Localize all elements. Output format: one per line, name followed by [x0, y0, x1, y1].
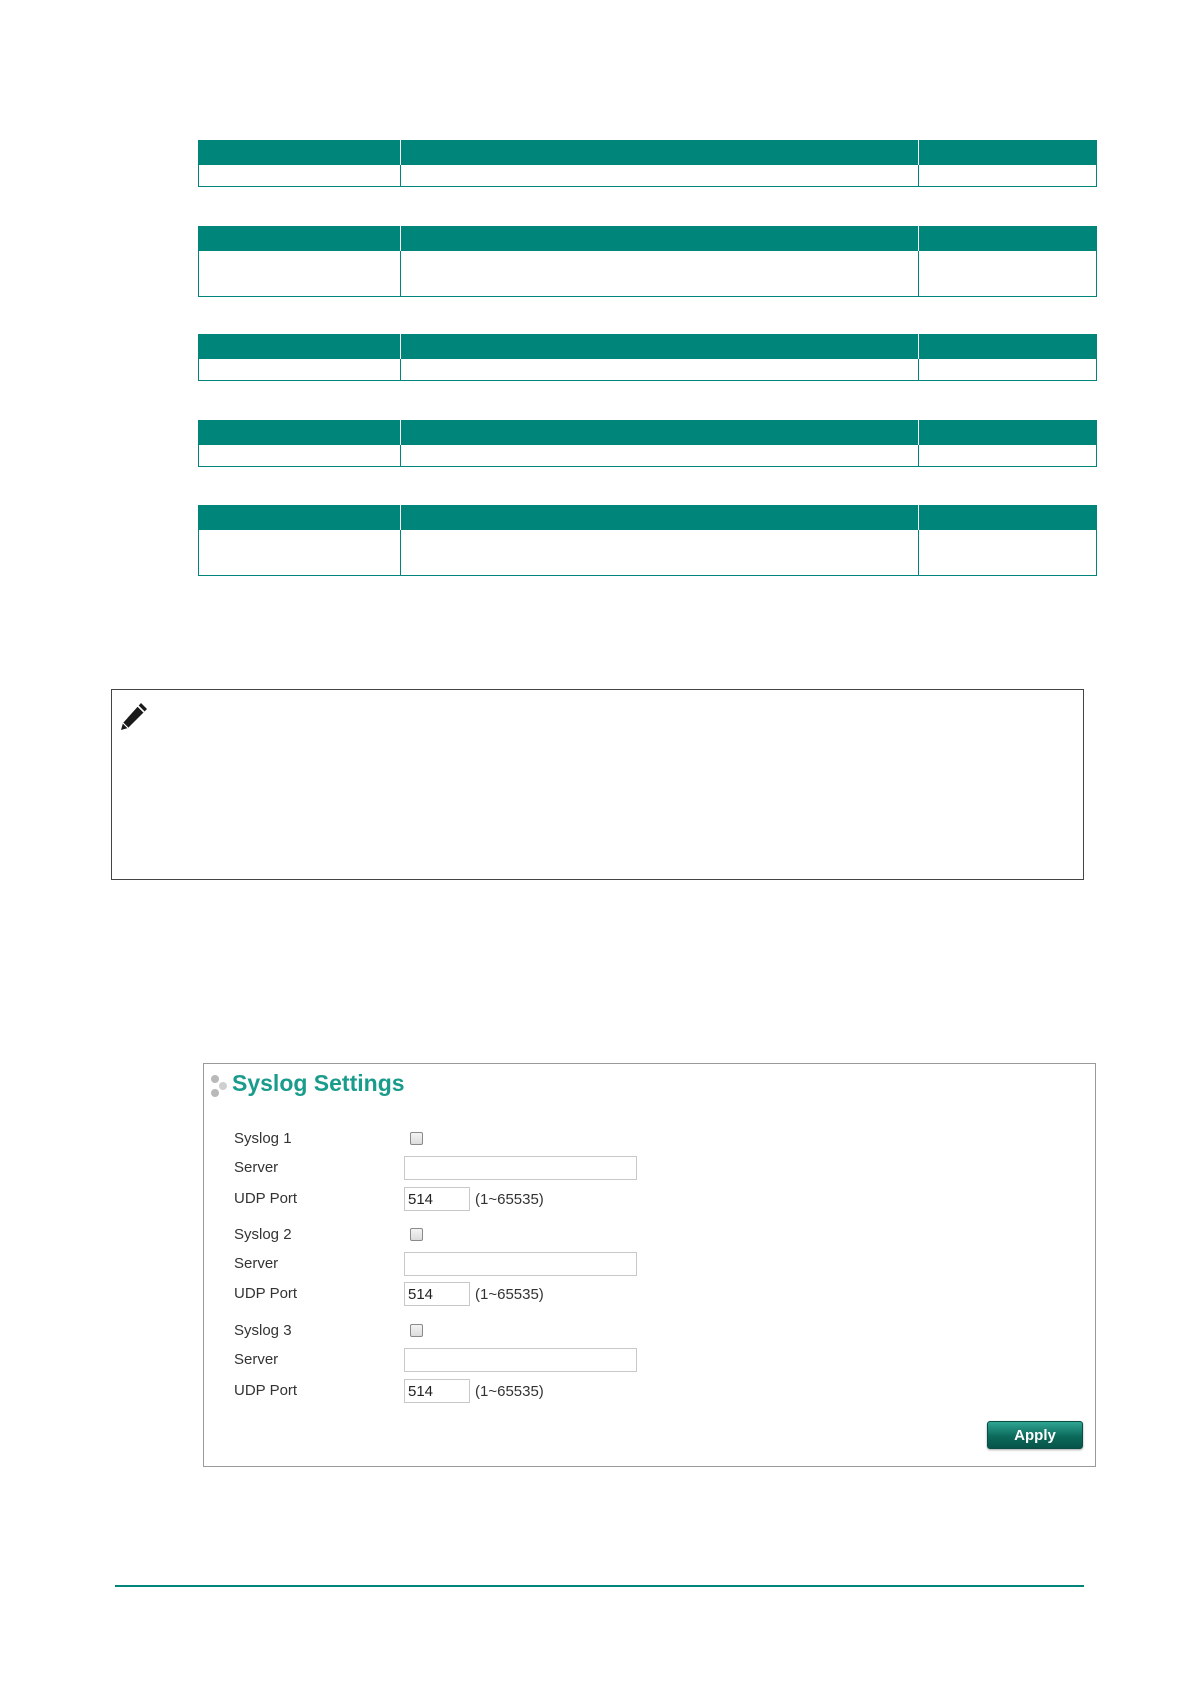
- table-header-row: [199, 505, 1097, 530]
- table-header-row: [199, 140, 1097, 165]
- table-header-row: [199, 334, 1097, 359]
- pencil-icon: [116, 700, 150, 734]
- table-row: [199, 165, 1097, 187]
- udp-port-3-label: UDP Port: [234, 1382, 298, 1399]
- parameter-table-1: [198, 140, 1097, 187]
- server-2-label: Server: [234, 1255, 279, 1272]
- server-2-input[interactable]: [404, 1252, 637, 1276]
- table-row: [199, 530, 1097, 576]
- server-3-input[interactable]: [404, 1348, 637, 1372]
- dots-icon: [209, 1073, 231, 1099]
- udp-port-3-input[interactable]: [404, 1379, 470, 1403]
- udp-port-1-input[interactable]: [404, 1187, 470, 1211]
- parameter-table-5: [198, 505, 1097, 576]
- parameter-table-3: [198, 334, 1097, 381]
- table-row: [199, 251, 1097, 297]
- note-box: [111, 689, 1084, 880]
- udp-port-2-input[interactable]: [404, 1282, 470, 1306]
- server-3-label: Server: [234, 1351, 279, 1368]
- table-header-row: [199, 226, 1097, 251]
- table-row: [199, 445, 1097, 467]
- syslog-3-label: Syslog 3: [234, 1322, 292, 1339]
- server-1-input[interactable]: [404, 1156, 637, 1180]
- udp-port-3-range: (1~65535): [475, 1383, 544, 1400]
- syslog-3-checkbox[interactable]: [410, 1324, 423, 1337]
- syslog-2-label: Syslog 2: [234, 1226, 292, 1243]
- apply-button[interactable]: Apply: [987, 1421, 1083, 1449]
- table-row: [199, 359, 1097, 381]
- syslog-settings-panel: [203, 1063, 1096, 1467]
- syslog-1-checkbox[interactable]: [410, 1132, 423, 1145]
- udp-port-1-label: UDP Port: [234, 1190, 298, 1207]
- parameter-table-4: [198, 420, 1097, 467]
- udp-port-2-range: (1~65535): [475, 1286, 544, 1303]
- footer-rule: [115, 1585, 1084, 1587]
- udp-port-2-label: UDP Port: [234, 1285, 298, 1302]
- syslog-1-label: Syslog 1: [234, 1130, 292, 1147]
- udp-port-1-range: (1~65535): [475, 1191, 544, 1208]
- panel-title: Syslog Settings: [232, 1070, 405, 1096]
- parameter-table-2: [198, 226, 1097, 297]
- table-header-row: [199, 420, 1097, 445]
- syslog-2-checkbox[interactable]: [410, 1228, 423, 1241]
- server-1-label: Server: [234, 1159, 279, 1176]
